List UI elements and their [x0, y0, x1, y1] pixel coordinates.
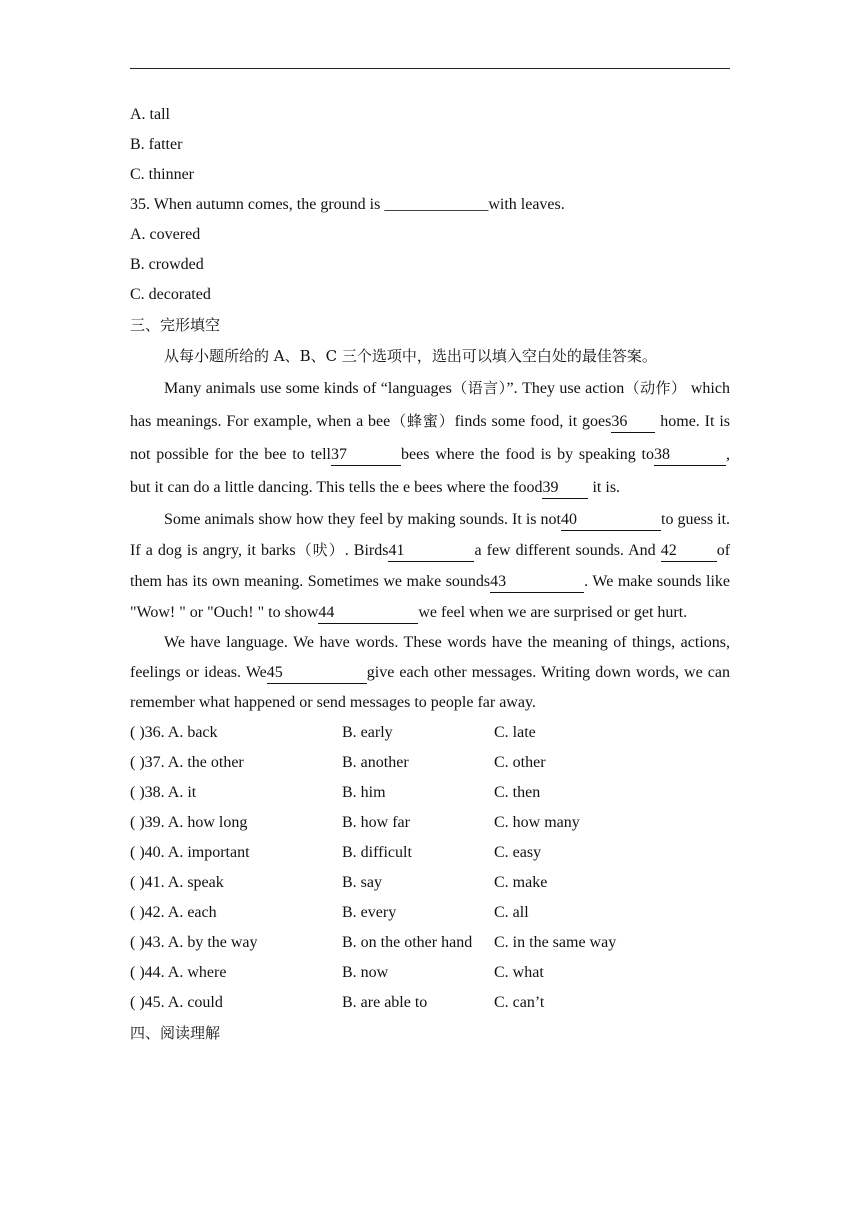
option-b: B. on the other hand — [342, 934, 473, 951]
option-a-tall: A. tall — [130, 106, 170, 123]
question-row — [130, 868, 730, 898]
option-b: B. are able to — [342, 994, 428, 1011]
option-b: B. say — [342, 874, 382, 891]
option-b: B. now — [342, 964, 389, 981]
p1-text: it is. — [588, 479, 621, 496]
p2-text: we feel when we are surprised or get hurt. — [418, 604, 688, 621]
question-row — [130, 838, 730, 868]
p2-text: . We make sounds like "Wow! " or "Ouch! " to show — [130, 573, 731, 621]
option-c-thinner: C. thinner — [130, 166, 194, 183]
p1-text: , but it can do a little dancing. This tells the e bees where the food — [130, 446, 730, 496]
p3-text: We have language. We have words. These words have the meaning of things, actions, feelings or ideas. We — [130, 634, 730, 681]
question-35 — [130, 190, 730, 220]
option-c: C. how many — [494, 814, 580, 831]
p2-text: . Birds — [344, 542, 389, 559]
p1-text: home. It is not possible for the bee to tell — [130, 413, 730, 463]
option-b: B. early — [342, 724, 393, 741]
question-row — [130, 898, 730, 928]
option-c: C. can’t — [494, 994, 545, 1011]
option-c: C. in the same way — [494, 934, 617, 951]
option-c: C. then — [494, 784, 541, 801]
blank-43: 43 — [490, 572, 584, 593]
blank-44: 44 — [318, 603, 418, 624]
p2-text: a few different sounds. And — [474, 542, 661, 559]
p1-text: ”. They use action — [506, 380, 625, 397]
q35-blank: _____________ — [384, 196, 489, 213]
section-3-instruction: 从每小题所给的 A、B、C 三个选项中，选出可以填入空白处的最佳答案。 — [164, 347, 657, 365]
p3-text: give each other messages. Writing down words, we can remember what happened or send messages to people far away. — [130, 664, 731, 711]
p1-text: Many animals use some kinds of “languages — [164, 380, 452, 397]
question-stem: ( )45. A. could — [130, 994, 223, 1011]
blank-37: 37 — [331, 445, 401, 466]
question-row — [130, 778, 730, 808]
q35-option-b: B. crowded — [130, 256, 204, 273]
option-c: C. late — [494, 724, 536, 741]
p1-gloss: （动作） — [624, 379, 687, 397]
q35-stem-end: with leaves. — [488, 196, 565, 213]
p1-text: finds some food, it goes — [454, 413, 612, 430]
passage-paragraph-2 — [130, 504, 730, 628]
q35-stem: 35. When autumn comes, the ground is — [130, 196, 385, 213]
question-row — [130, 958, 730, 988]
p1-gloss: （蜂蜜） — [390, 412, 455, 430]
question-stem: ( )37. A. the other — [130, 754, 244, 771]
blank-38: 38 — [654, 445, 726, 466]
section-3-heading: 三、完形填空 — [130, 316, 221, 334]
question-stem: ( )41. A. speak — [130, 874, 224, 891]
blank-41: 41 — [388, 541, 474, 562]
question-stem: ( )36. A. back — [130, 724, 218, 741]
question-stem: ( )38. A. it — [130, 784, 197, 801]
option-c: C. other — [494, 754, 546, 771]
p2-gloss: （吠） — [295, 541, 345, 559]
question-row — [130, 988, 730, 1018]
p1-text: which has meanings. For example, when a bee — [130, 380, 730, 430]
option-b: B. how far — [342, 814, 410, 831]
q35-option-a: A. covered — [130, 226, 201, 243]
blank-40: 40 — [561, 510, 661, 531]
header-rule — [130, 68, 730, 69]
option-c: C. easy — [494, 844, 542, 861]
p2-text: Some animals show how they feel by making sounds. It is not — [164, 511, 562, 528]
option-b-fatter: B. fatter — [130, 136, 183, 153]
passage-paragraph-3 — [130, 628, 730, 718]
question-row — [130, 928, 730, 958]
question-row — [130, 808, 730, 838]
blank-39: 39 — [542, 478, 588, 499]
blank-45: 45 — [267, 663, 367, 684]
question-stem: ( )40. A. important — [130, 844, 250, 861]
option-b: B. another — [342, 754, 409, 771]
passage-paragraph-1 — [130, 372, 730, 504]
q35-option-c: C. decorated — [130, 286, 211, 303]
question-row — [130, 748, 730, 778]
p2-text: of them has its own meaning. Sometimes we make sounds — [130, 542, 731, 590]
option-c: C. what — [494, 964, 544, 981]
document-page — [130, 100, 730, 1048]
p1-text: bees where the food is by speaking to — [401, 446, 654, 463]
question-stem: ( )44. A. where — [130, 964, 227, 981]
question-stem: ( )42. A. each — [130, 904, 217, 921]
question-stem: ( )43. A. by the way — [130, 934, 258, 951]
option-b: B. every — [342, 904, 397, 921]
section-4-heading: 四、阅读理解 — [130, 1024, 221, 1042]
question-row — [130, 718, 730, 748]
p2-text: to guess it. If a dog is angry, it barks — [130, 511, 731, 559]
blank-42: 42 — [661, 541, 717, 562]
option-b: B. difficult — [342, 844, 412, 861]
blank-36: 36 — [611, 412, 655, 433]
question-stem: ( )39. A. how long — [130, 814, 248, 831]
p1-gloss: （语言） — [451, 379, 507, 397]
option-c: C. all — [494, 904, 529, 921]
option-c: C. make — [494, 874, 548, 891]
question-list — [130, 718, 730, 1018]
option-b: B. him — [342, 784, 386, 801]
